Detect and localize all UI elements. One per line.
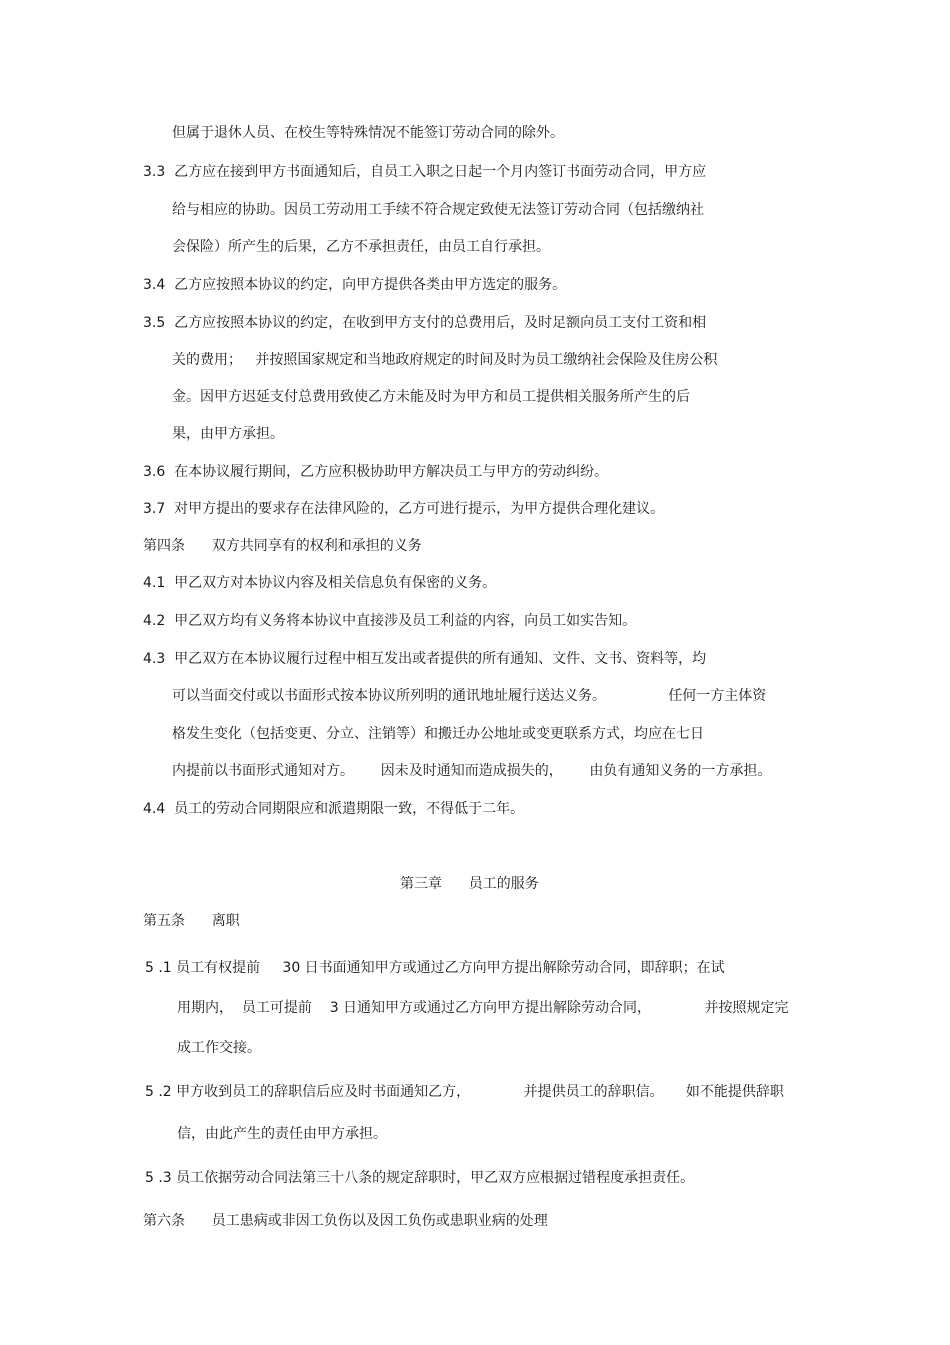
clause-5-2: 5 .2 甲方收到员工的辞职信后应及时书面通知乙方， 并提供员工的辞职信。 如不能提供辞职: [145, 1084, 784, 1100]
clause-3-2-continuation: 但属于退休人员、在校生等特殊情况不能签订劳动合同的除外。: [172, 125, 564, 141]
clause-4-3: 4.3 甲乙双方在本协议履行过程中相互发出或者提供的所有通知、文件、文书、资料等，均: [143, 651, 707, 667]
article-5-heading: 第五条 离职: [143, 913, 240, 929]
clause-4-2: 4.2 甲乙双方均有义务将本协议中直接涉及员工利益的内容，向员工如实告知。: [143, 613, 637, 629]
clause-5-1-line-2: 用期内， 员工可提前 3 日通知甲方或通过乙方向甲方提出解除劳动合同， 并按照规定完: [177, 1000, 789, 1016]
clause-3-7: 3.7 对甲方提出的要求存在法律风险的，乙方可进行提示，为甲方提供合理化建议。: [143, 501, 665, 517]
chapter-3-heading: 第三章 员工的服务: [400, 876, 539, 892]
clause-5-3: 5 .3 员工依据劳动合同法第三十八条的规定辞职时，甲乙双方应根据过错程度承担责任。: [145, 1170, 695, 1186]
clause-3-5-line-3: 金。因甲方迟延支付总费用致使乙方未能及时为甲方和员工提供相关服务所产生的后: [172, 389, 690, 405]
clause-4-4: 4.4 员工的劳动合同期限应和派遣期限一致，不得低于二年。: [143, 801, 525, 817]
clause-3-3-line-2: 给与相应的协助。因员工劳动用工手续不符合规定致使无法签订劳动合同（包括缴纳社: [172, 202, 704, 218]
article-4-heading: 第四条 双方共同享有的权利和承担的义务: [143, 538, 422, 554]
clause-5-1: 5 .1 员工有权提前 30 日书面通知甲方或通过乙方向甲方提出解除劳动合同，即辞职；在试: [145, 960, 725, 976]
clause-4-1: 4.1 甲乙双方对本协议内容及相关信息负有保密的义务。: [143, 575, 497, 591]
clause-5-1-line-3: 成工作交接。: [177, 1040, 261, 1056]
clause-3-3-line-3: 会保险）所产生的后果，乙方不承担责任，由员工自行承担。: [172, 239, 550, 255]
clause-3-5-line-4: 果，由甲方承担。: [172, 426, 284, 442]
article-6-heading: 第六条 员工患病或非因工负伤以及因工负伤或患职业病的处理: [143, 1213, 548, 1229]
clause-3-5: 3.5 乙方应按照本协议的约定，在收到甲方支付的总费用后，及时足额向员工支付工资和相: [143, 315, 707, 331]
clause-5-2-line-2: 信，由此产生的责任由甲方承担。: [177, 1126, 387, 1142]
clause-4-3-line-3: 格发生变化（包括变更、分立、注销等）和搬迁办公地址或变更联系方式，均应在七日: [172, 726, 704, 742]
clause-3-4: 3.4 乙方应按照本协议的约定，向甲方提供各类由甲方选定的服务。: [143, 277, 567, 293]
clause-3-5-line-2: 关的费用； 并按照国家规定和当地政府规定的时间及时为员工缴纳社会保险及住房公积: [172, 352, 718, 368]
clause-3-3: 3.3 乙方应在接到甲方书面通知后，自员工入职之日起一个月内签订书面劳动合同，甲方应: [143, 164, 707, 180]
clause-3-6: 3.6 在本协议履行期间，乙方应积极协助甲方解决员工与甲方的劳动纠纷。: [143, 464, 609, 480]
clause-4-3-line-2: 可以当面交付或以书面形式按本协议所列明的通讯地址履行送达义务。 任何一方主体资: [172, 688, 767, 704]
clause-4-3-line-4: 内提前以书面形式通知对方。 因未及时通知而造成损失的， 由负有通知义务的一方承担。: [172, 763, 772, 779]
